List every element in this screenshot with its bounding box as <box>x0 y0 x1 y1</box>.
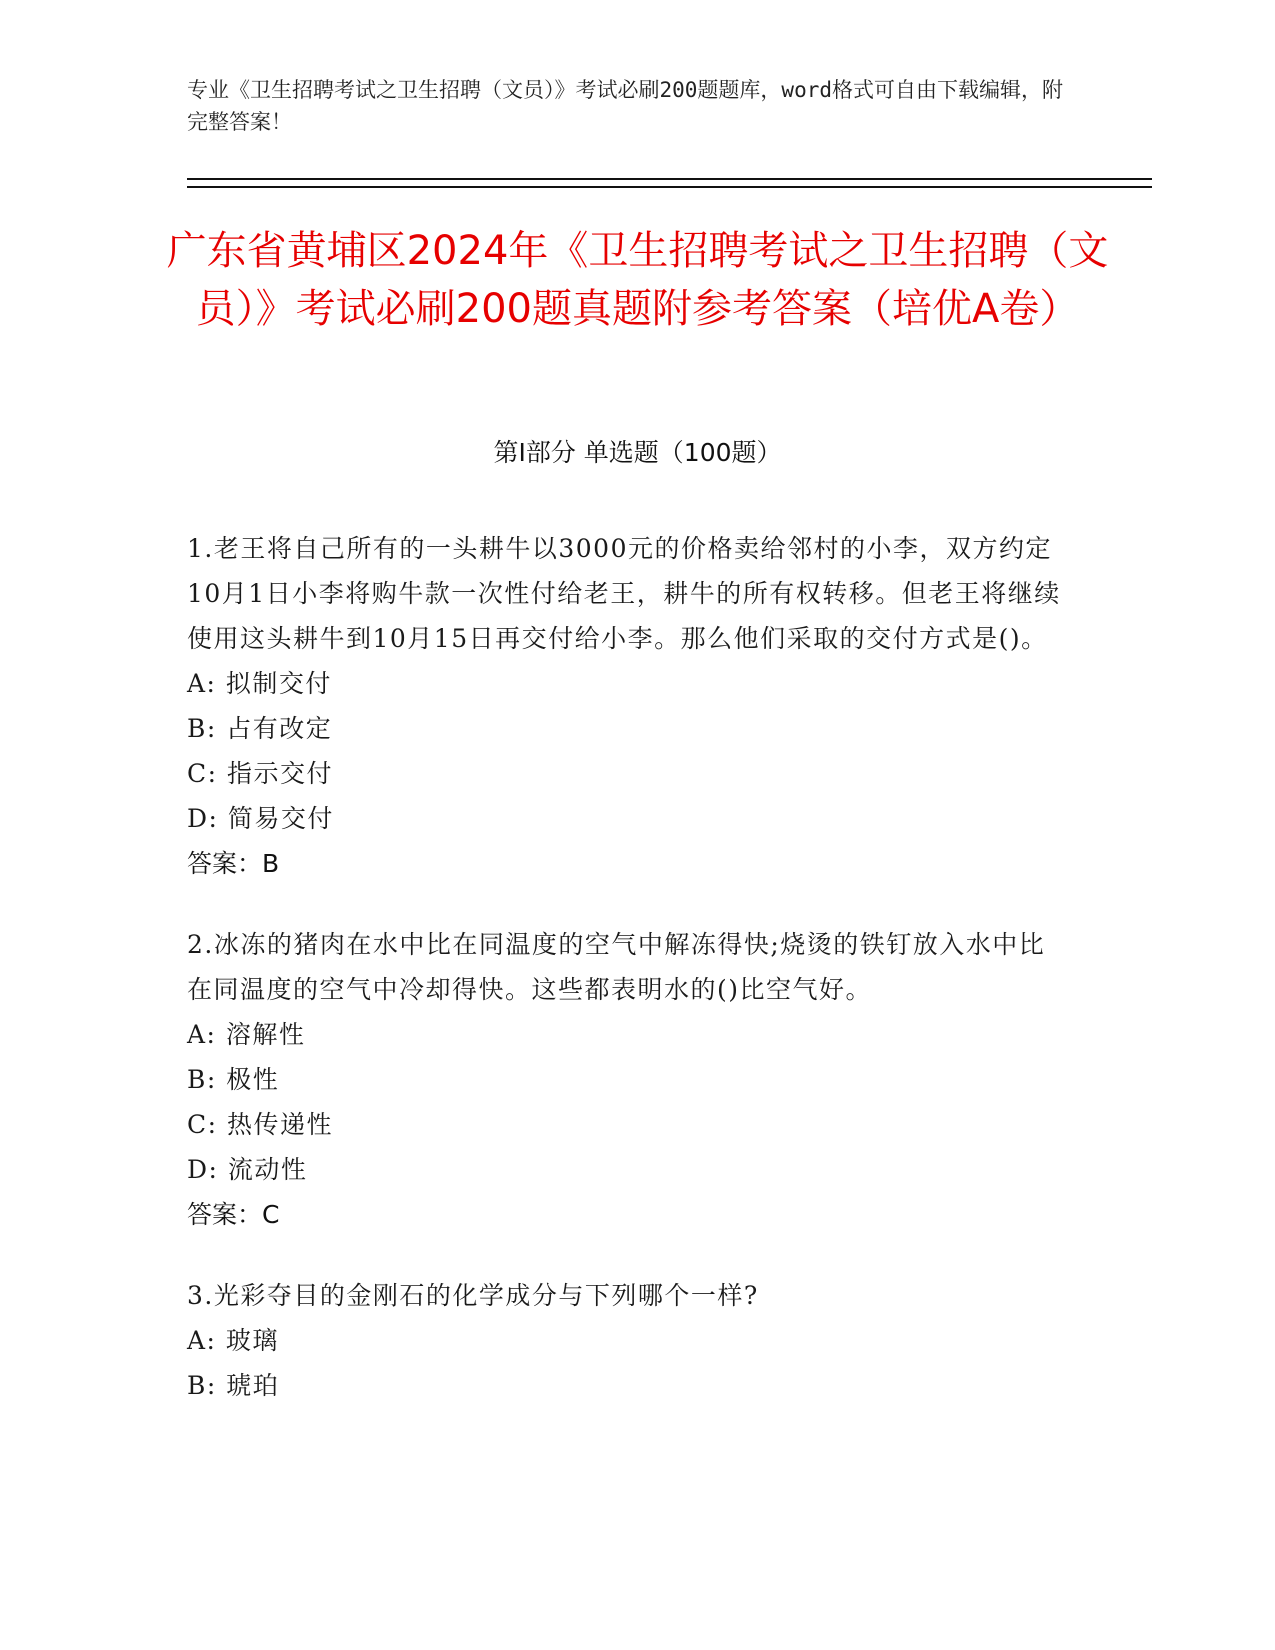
option-b: B: 占有改定 <box>187 714 333 743</box>
document-title: 广东省黄埔区2024年《卫生招聘考试之卫生招聘（文员）》考试必刷200题真题附参考答案（培优A卷） <box>166 228 1109 332</box>
option-d: D: 流动性 <box>187 1155 308 1184</box>
option-c: C: 热传递性 <box>187 1110 333 1139</box>
option-d: D: 简易交付 <box>187 804 334 833</box>
header-note: 专业《卫生招聘考试之卫生招聘（文员）》考试必刷200题题库，word格式可自由下载编辑，附完整答案！ <box>187 78 1063 134</box>
option-b: B: 极性 <box>187 1065 280 1094</box>
question-list <box>187 526 1067 1444</box>
question-3 <box>187 1273 1067 1408</box>
question-1 <box>187 526 1067 886</box>
header-rule-top <box>187 178 1152 180</box>
question-2 <box>187 922 1067 1237</box>
question-stem: 3.光彩夺目的金刚石的化学成分与下列哪个一样? <box>187 1281 759 1310</box>
option-a: A: 拟制交付 <box>187 669 332 698</box>
answer: 答案：C <box>187 1200 280 1229</box>
header-rule-bottom <box>187 186 1152 188</box>
option-a: A: 溶解性 <box>187 1020 306 1049</box>
option-b: B: 琥珀 <box>187 1371 280 1400</box>
option-a: A: 玻璃 <box>187 1326 279 1355</box>
section-title: 第Ⅰ部分 单选题（100题） <box>493 438 782 467</box>
answer: 答案：B <box>187 849 280 878</box>
option-c: C: 指示交付 <box>187 759 333 788</box>
question-stem: 2.冰冻的猪肉在水中比在同温度的空气中解冻得快;烧烫的铁钉放入水中比在同温度的空气中冷却得快。这些都表明水的()比空气好。 <box>187 930 1046 1004</box>
question-stem: 1.老王将自己所有的一头耕牛以3000元的价格卖给邻村的小李，双方约定10月1日小李将购牛款一次性付给老王，耕牛的所有权转移。但老王将继续使用这头耕牛到10月15日再交付给小李。那么他们采取的交付方式是()。 <box>187 534 1061 653</box>
